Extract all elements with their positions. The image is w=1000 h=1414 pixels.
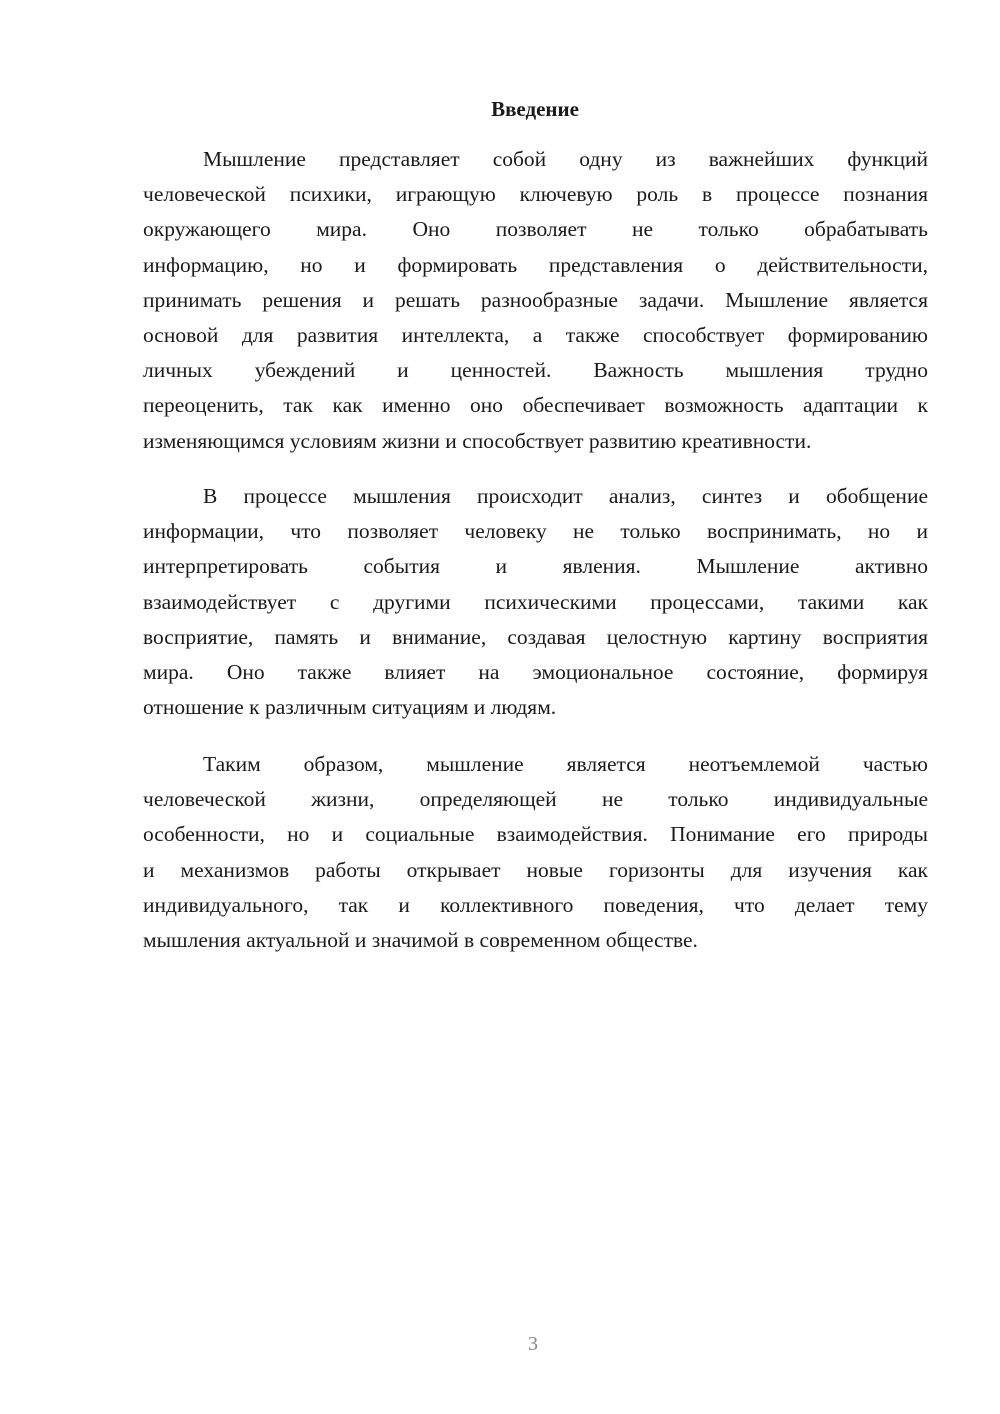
paragraph-1 (143, 142, 928, 459)
text-line: Мышление представляет собой одну из важнейших функций (203, 147, 928, 171)
text-line: информации, что позволяет человеку не только воспринимать, но и (143, 519, 928, 544)
text-line: основой для развития интеллекта, а также способствует формированию (143, 322, 928, 347)
text-line: человеческой жизни, определяющей не только индивидуальные (143, 787, 928, 812)
text-line: изменяющимся условиям жизни и способствует развитию креативности. (143, 428, 812, 453)
text-line: Таким образом, мышление является неотъемлемой частью (203, 752, 928, 776)
paragraph-2 (143, 479, 928, 725)
text-line: В процессе мышления происходит анализ, синтез и обобщение (203, 484, 928, 508)
text-line: мышления актуальной и значимой в современном обществе. (143, 927, 698, 952)
text-line: принимать решения и решать разнообразные задачи. Мышление является (143, 287, 928, 312)
text-line: переоценить, так как именно оно обеспечивает возможность адаптации к (143, 393, 928, 418)
text-line: интерпретировать события и явления. Мышление активно (143, 554, 928, 579)
text-line: личных убеждений и ценностей. Важность мышления трудно (143, 358, 928, 383)
page-number: 3 (528, 1333, 538, 1355)
text-line: восприятие, память и внимание, создавая целостную картину восприятия (143, 624, 928, 649)
text-line: взаимодействует с другими психическими процессами, такими как (143, 589, 928, 614)
text-line: и механизмов работы открывает новые горизонты для изучения как (143, 857, 928, 882)
text-line: особенности, но и социальные взаимодействия. Понимание его природы (143, 822, 928, 847)
text-line: окружающего мира. Оно позволяет не только обрабатывать (143, 217, 928, 242)
text-line: индивидуального, так и коллективного поведения, что делает тему (143, 892, 928, 917)
text-line: мира. Оно также влияет на эмоциональное состояние, формируя (143, 659, 928, 684)
text-line: информацию, но и формировать представления о действительности, (143, 252, 928, 277)
section-title: Введение (491, 97, 579, 121)
text-line: отношение к различным ситуациям и людям. (143, 695, 557, 720)
text-line: человеческой психики, играющую ключевую роль в процессе познания (143, 182, 928, 207)
paragraph-3 (143, 747, 928, 958)
